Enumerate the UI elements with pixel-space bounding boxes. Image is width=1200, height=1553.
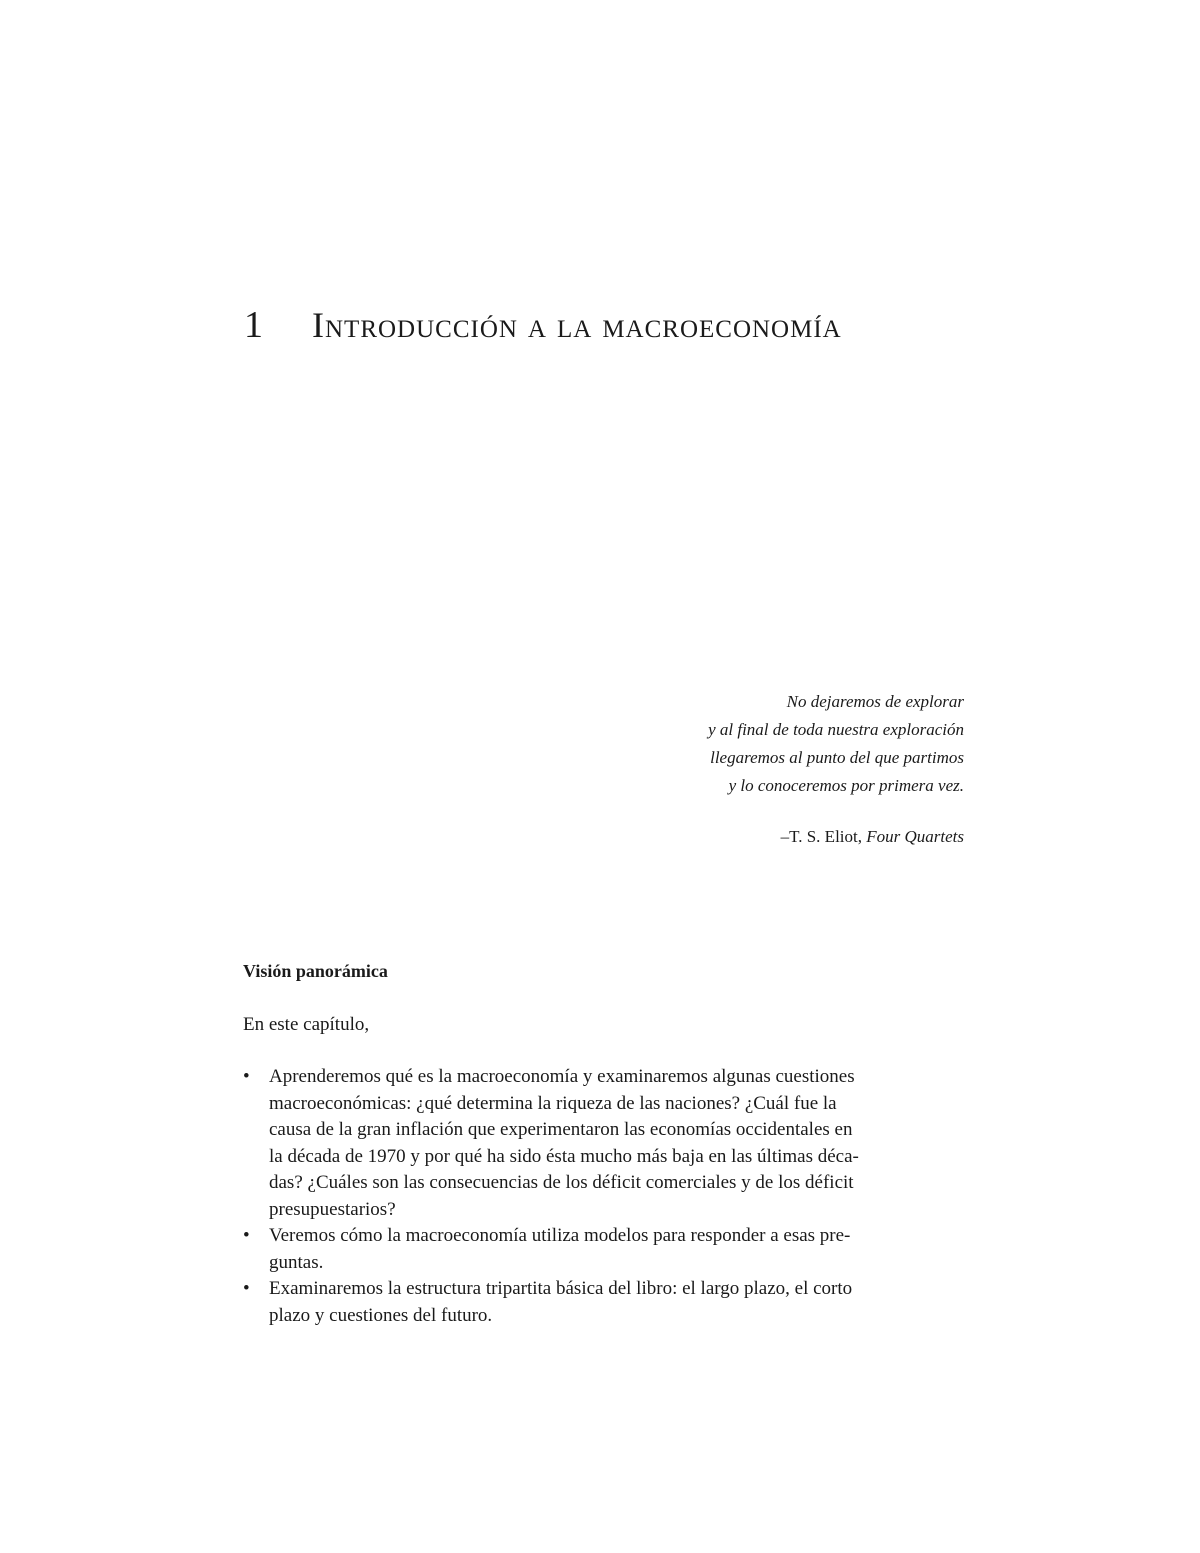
chapter-heading	[244, 300, 1004, 360]
epigraph-line: y lo conoceremos por primera vez.	[728, 776, 964, 795]
list-item-line: Aprenderemos qué es la macroeconomía y examinaremos algunas cuestiones	[269, 1066, 855, 1087]
list-item-line: Veremos cómo la macroeconomía utiliza modelos para responder a esas pre-	[269, 1225, 851, 1246]
bullet-icon: •	[243, 1066, 250, 1087]
list-item-line: Examinaremos la estructura tripartita básica del libro: el largo plazo, el corto	[269, 1278, 853, 1299]
epigraph-line: y al final de toda nuestra exploración	[708, 720, 964, 739]
list-item-line: presupuestarios?	[269, 1198, 396, 1220]
list-item-line: la década de 1970 y por qué ha sido ésta mucho más baja en las últimas déca-	[269, 1145, 859, 1167]
chapter-title: Introducción a la macroeconomía	[312, 305, 842, 345]
section-intro: En este capítulo,	[243, 1014, 370, 1035]
attribution-author: –T. S. Eliot,	[780, 827, 867, 846]
chapter-number: 1	[244, 304, 263, 346]
bullet-icon: •	[243, 1225, 250, 1246]
list-item-line: guntas.	[269, 1251, 324, 1273]
epigraph-line: No dejaremos de explorar	[786, 692, 964, 711]
list-item	[243, 1064, 963, 1223]
list-item	[243, 1223, 963, 1276]
list-item-line: causa de la gran inflación que experimentaron las economías occidentales en	[269, 1119, 853, 1140]
bullet-icon: •	[243, 1278, 250, 1299]
list-item-line: macroeconómicas: ¿qué determina la riqueza de las naciones? ¿Cuál fue la	[269, 1092, 837, 1114]
epigraph	[560, 688, 964, 851]
section-title: Visión panorámica	[243, 961, 388, 981]
epigraph-line: llegaremos al punto del que partimos	[710, 748, 964, 767]
list-item-line: plazo y cuestiones del futuro.	[269, 1304, 493, 1326]
list-item	[243, 1276, 963, 1329]
epigraph-attribution	[560, 823, 964, 851]
attribution-work: Four Quartets	[866, 827, 964, 846]
overview-list	[243, 1064, 963, 1329]
list-item-line: das? ¿Cuáles son las consecuencias de los déficit comerciales y de los déficit	[269, 1172, 854, 1193]
